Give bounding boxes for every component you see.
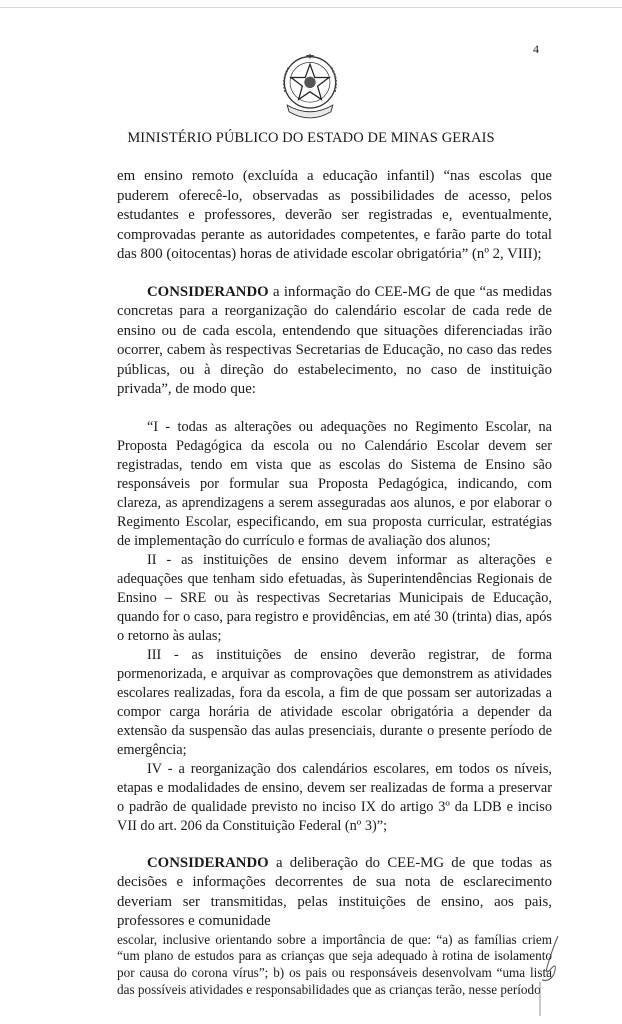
considerando-paragraph-1 bbox=[117, 283, 552, 400]
quote-block bbox=[117, 418, 552, 836]
considerando-keyword: CONSIDERANDO bbox=[147, 283, 269, 300]
quote-item-iii: III - as instituições de ensino deverão registrar, de forma pormenorizada, e arquivar as comprovações que demonstrem as atividades escolares realizadas, fora da escola, a fim de que possam ser autorizadas a compor carga horária de atividade escolar obrigatória a depender da extensão da suspensão das aulas presenciais, durante o presente período de emergência; bbox=[117, 646, 552, 758]
quote-item-ii: II - as instituições de ensino devem informar as alterações e adequações que tenham sido efetuadas, às Superintendências Regionais de Ensino – SRE ou às respectivas Secretarias Municipais de Educação, quando for o caso, para registro e providências, em até 30 (trinta) dias, após o retorno às aulas; bbox=[117, 551, 552, 644]
page-number: 4 bbox=[533, 42, 539, 56]
considerando-paragraph-2 bbox=[117, 854, 552, 932]
coat-of-arms-seal-icon bbox=[272, 50, 348, 126]
quote-item-i: “I - todas as alterações ou adequações no Regimento Escolar, na Proposta Pedagógica da escola ou no Calendário Escolar devem ser registradas, tendo em vista que as escolas do Sistema de Ensino são responsáveis por formular sua Proposta Pedagógica, indicando, com clareza, as aprendizagens a serem asseguradas aos alunos, e por elaborar o Regimento Escolar, especificando, em sua proposta curricular, estratégias de implementação do currículo e formas de avaliação dos alunos; bbox=[117, 418, 552, 549]
paragraph-continuation: em ensino remoto (excluída a educação infantil) “nas escolas que puderem oferecê-lo, observadas as possibilidades de acesso, pelos estudantes e professores, deverão ser registradas e, eventualmente, comprovadas perante as autoridades competentes, e farão parte do total das 800 (oitocentas) horas de atividade escolar obrigatória” (nº 2, VIII); bbox=[117, 168, 552, 262]
document-body bbox=[117, 167, 552, 999]
considerando-text-2: a deliberação do CEE-MG de que todas as decisões e informações decorrentes de sua nota de esclarecimento deveriam ser transmitidas, pelas instituições de ensino, aos pais, professores e comunidade bbox=[117, 854, 552, 929]
considerando-keyword-2: CONSIDERANDO bbox=[147, 854, 269, 871]
top-rule bbox=[0, 7, 622, 8]
considerando-continuation: escolar, inclusive orientando sobre a importância de que: “a) as famílias criem “um plano de estudos para as crianças que seja adequado à rotina de isolamento por causa do corona vírus”; b) os pais ou responsáveis desenvolvam “uma lista das possíveis atividades e responsabilidades que as crianças terão, nesse período bbox=[117, 931, 552, 997]
quote-item-iv: IV - a reorganização dos calendários escolares, em todos os níveis, etapas e modalidades de ensino, devem ser realizadas de forma a preservar o padrão de qualidade previsto no inciso IX do artigo 3º da LDB e inciso VII do art. 206 da Constituição Federal (nº 3)”; bbox=[117, 760, 552, 834]
considerando-text: a informação do CEE-MG de que “as medidas concretas para a reorganização do calendário escolar de cada rede de ensino ou de cada escola, entendendo que situações diferenciadas irão ocorrer, cabem às respectivas Secretarias de Educação, no caso das redes públicas, ou à direção do estabelecimento, no caso de instituição privada”, de modo que: bbox=[117, 283, 552, 397]
ministry-heading: MINISTÉRIO PÚBLICO DO ESTADO DE MINAS GERAIS bbox=[127, 130, 495, 146]
handwritten-initials-icon bbox=[528, 930, 573, 1020]
